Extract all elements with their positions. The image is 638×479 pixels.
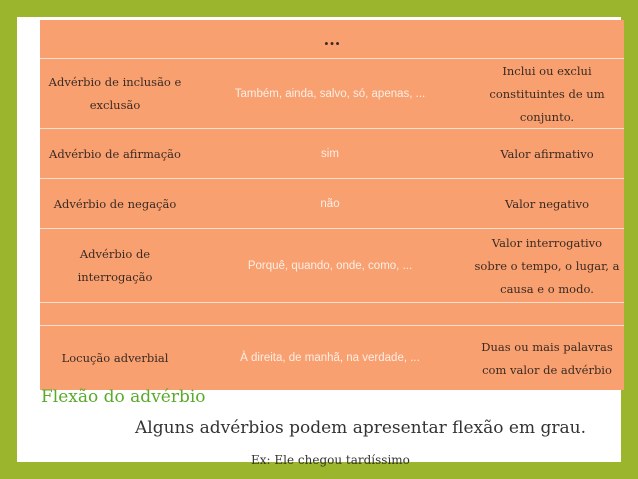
table-row	[40, 58, 624, 129]
adverb-meaning: Duas ou mais palavras com valor de advérbio	[481, 339, 613, 377]
table-row	[40, 325, 624, 391]
adverb-meaning: Valor interrogativo sobre o tempo, o lugar, a causa e o modo.	[474, 235, 620, 296]
adverb-type: Locução adverbial	[61, 351, 169, 365]
adverb-examples: Porquê, quando, onde, como, ...	[247, 259, 413, 272]
table-row	[40, 128, 624, 179]
adverb-examples: À direita, de manhã, na verdade, ...	[240, 352, 420, 364]
table-row	[40, 178, 624, 229]
adverb-type: Advérbio de afirmação	[49, 146, 181, 161]
adverb-type: Advérbio de inclusão e exclusão	[48, 75, 182, 112]
table-header-row	[40, 20, 624, 58]
adverb-type	[40, 303, 190, 326]
adverb-meaning: Inclui ou exclui constituintes de um conjunto.	[489, 63, 605, 124]
adverb-type: Advérbio de interrogação	[77, 247, 153, 284]
section-title: Flexão do advérbio	[41, 387, 206, 407]
adverb-meaning: Valor negativo	[504, 196, 589, 211]
slide	[17, 17, 621, 467]
adverb-table	[40, 20, 624, 390]
adverb-examples: Também, ainda, salvo, só, apenas, ...	[234, 87, 426, 100]
adverb-examples: não	[320, 197, 340, 210]
adverb-examples	[190, 303, 470, 326]
table-row	[40, 228, 624, 303]
table-row	[40, 302, 624, 326]
adverb-meaning: Valor afirmativo	[500, 146, 594, 161]
adverb-meaning	[470, 303, 624, 326]
example-text: Ex: Ele chegou tardíssimo	[251, 453, 410, 467]
adverb-type: Advérbio de negação	[53, 196, 177, 211]
body-text: Alguns advérbios podem apresentar flexão em grau.	[135, 418, 586, 438]
table-header: ...	[323, 29, 341, 49]
adverb-examples: sim	[321, 147, 339, 160]
